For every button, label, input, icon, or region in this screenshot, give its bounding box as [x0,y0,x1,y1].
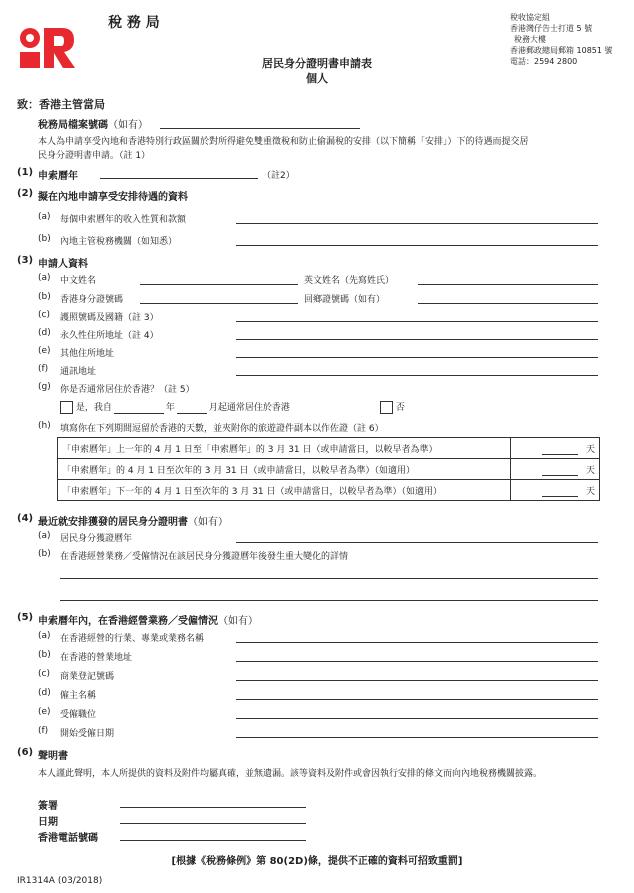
item-label: (b) [38,650,51,660]
business-address-field[interactable] [236,661,598,662]
br-number-label: 商業登記號碼 [60,672,115,682]
mainland-authority-label: 內地主管稅務機關（如知悉） [60,237,178,247]
penalty-warning: [根據《稅務條例》第 80(2D)條，提供不正確的資料可招致重罰] [171,856,463,867]
change-details-label: 在香港經營業務／受僱情況在該居民身分獲證曆年後發生重大變化的詳情 [60,552,349,562]
since-year-field[interactable] [114,403,164,414]
change-details-field[interactable] [60,600,598,601]
intro-text: 本人為申請享受內地和香港特別行政區關於對所得避免雙重徵稅和防止偷漏稅的安排（以下簡稱「安排」）下的待遇而提交居 [38,137,529,147]
item-label: (e) [38,346,51,356]
item-label: (g) [38,382,51,392]
item-label: (a) [38,531,51,541]
passport-field[interactable] [236,321,598,322]
date-field[interactable] [120,823,306,824]
period-cell: 「申索曆年」下一年的 4 月 1 日至次年的 3 月 31 日（或申請當日，以較早者為準）（如適用） [58,480,511,501]
signature-field[interactable] [120,807,306,808]
section-3-number: (3) [17,255,34,266]
employment-start-field[interactable] [236,737,598,738]
item-label: (b) [38,292,51,302]
certified-year-field[interactable] [236,542,598,543]
home-return-permit-label: 回鄉證號碼（如有） [304,295,386,305]
hkid-label: 香港身分證號碼 [60,295,124,305]
employer-name-label: 僱主名稱 [60,691,97,701]
days-cell[interactable]: 天 [511,438,600,459]
file-number-field[interactable] [160,128,360,129]
item-label: (f) [38,364,49,374]
english-name-field[interactable] [418,284,598,285]
permanent-address-field[interactable] [236,339,598,340]
position-label: 受僱職位 [60,710,97,720]
change-details-field[interactable] [60,578,598,579]
signature-label: 簽署 [38,801,58,812]
item-label: (c) [38,310,50,320]
other-address-label: 其他住所地址 [60,349,115,359]
passport-label: 護照號碼及國籍（註 3） [60,313,159,323]
item-label: (f) [38,726,49,736]
claim-year-field[interactable] [100,178,258,179]
period-cell: 「申索曆年」的 4 月 1 日至次年的 3 月 31 日（或申請當日，以較早者為準）（如適用） [58,459,511,480]
address-line: 電話：2594 2800 [510,57,578,66]
section-4-title: 最近就安排獲發的居民身分證明書（如有） [38,517,228,528]
address-line: 稅收協定組 [510,13,550,22]
phone-label: 香港電話號碼 [38,833,98,844]
address-line: 香港郵政總局郵箱 10851 號 [510,46,613,55]
income-nature-label: 每個申索曆年的收入性質和款額 [60,215,187,225]
business-name-label: 在香港經營的行業、專業或業務名稱 [60,634,205,644]
section-3-title: 申請人資料 [38,259,88,270]
br-number-field[interactable] [236,680,598,681]
table-row [58,480,600,501]
declaration-text: 本人謹此聲明，本人所提供的資料及附件均屬真確，並無遺漏。該等資料及附件或會因執行安排的條文而向內地稅務機關披露。 [38,769,543,779]
business-name-field[interactable] [236,642,598,643]
form-number: IR1314A (03/2018) [17,876,103,886]
item-label: (a) [38,212,51,222]
home-return-permit-field[interactable] [418,303,598,304]
form-subtitle: 個人 [306,72,328,85]
date-label: 日期 [38,817,58,828]
section-2-number: (2) [17,188,34,199]
hkid-field[interactable] [140,303,298,304]
intro-text-cont: 民身分證明書申請。（註 1） [38,151,151,161]
resident-no-checkbox[interactable] [380,401,393,414]
item-label: (d) [38,328,51,338]
resident-yes-option: 是，我自 年 月起通常居住於香港 [60,400,290,414]
section-2-title: 擬在內地申請享受安排待遇的資料 [38,192,188,203]
ordinarily-resident-question: 你是否通常居住於香港？（註 5） [60,385,195,395]
chinese-name-label: 中文姓名 [60,276,97,286]
resident-yes-checkbox[interactable] [60,401,73,414]
item-label: (a) [38,631,51,641]
section-5-title: 申索曆年內，在香港經營業務／受僱情況（如有） [38,616,258,627]
since-month-field[interactable] [177,403,207,414]
permanent-address-label: 永久性住所地址（註 4） [60,331,159,341]
item-label: (a) [38,273,51,283]
file-number-label: 稅務局檔案號碼（如有） [38,120,148,131]
section-6-title: 聲明書 [38,751,68,762]
form-title: 居民身分證明書申請表 [262,57,372,70]
days-cell[interactable]: 天 [511,459,600,480]
section-1-number: (1) [17,167,34,178]
section-6-number: (6) [17,747,34,758]
item-label: (b) [38,234,51,244]
other-address-field[interactable] [236,357,598,358]
resident-no-option: 否 [380,400,405,414]
english-name-label: 英文姓名（先寫姓氏） [304,276,395,286]
correspondence-address-label: 通訊地址 [60,367,97,377]
period-cell: 「申索曆年」上一年的 4 月 1 日至「申索曆年」的 3 月 31 日（或申請當日，以較早者為準） [58,438,511,459]
days-in-hk-instruction: 填寫你在下列期間逗留於香港的天數，並夾附你的旅遊證件副本以作佐證（註 6） [60,424,384,434]
item-label: (b) [38,549,51,559]
item-label: (d) [38,688,51,698]
table-row [58,459,600,480]
department-name: 稅 務 局 [108,15,160,31]
table-row [58,438,600,459]
section-4-number: (4) [17,513,34,524]
section-5-number: (5) [17,612,34,623]
employer-name-field[interactable] [236,699,598,700]
phone-field[interactable] [120,840,306,841]
business-address-label: 在香港的營業地址 [60,653,133,663]
position-field[interactable] [236,718,598,719]
certified-year-label: 居民身分獲證曆年 [60,534,133,544]
section-1-title: 申索曆年 [38,171,78,182]
address-line: 稅務大樓 [514,35,546,44]
days-table [57,437,600,501]
days-cell[interactable]: 天 [511,480,600,501]
employment-start-label: 開始受僱日期 [60,729,115,739]
note-2: （註2） [262,171,295,181]
item-label: (c) [38,669,50,679]
item-label: (h) [38,421,51,431]
addressee: 致：香港主管當局 [17,98,105,111]
item-label: (e) [38,707,51,717]
mainland-authority-field[interactable] [236,245,598,246]
address-line: 香港灣仔告士打道 5 號 [510,24,593,33]
income-nature-field[interactable] [236,223,598,224]
correspondence-address-field[interactable] [236,375,598,376]
chinese-name-field[interactable] [140,284,298,285]
